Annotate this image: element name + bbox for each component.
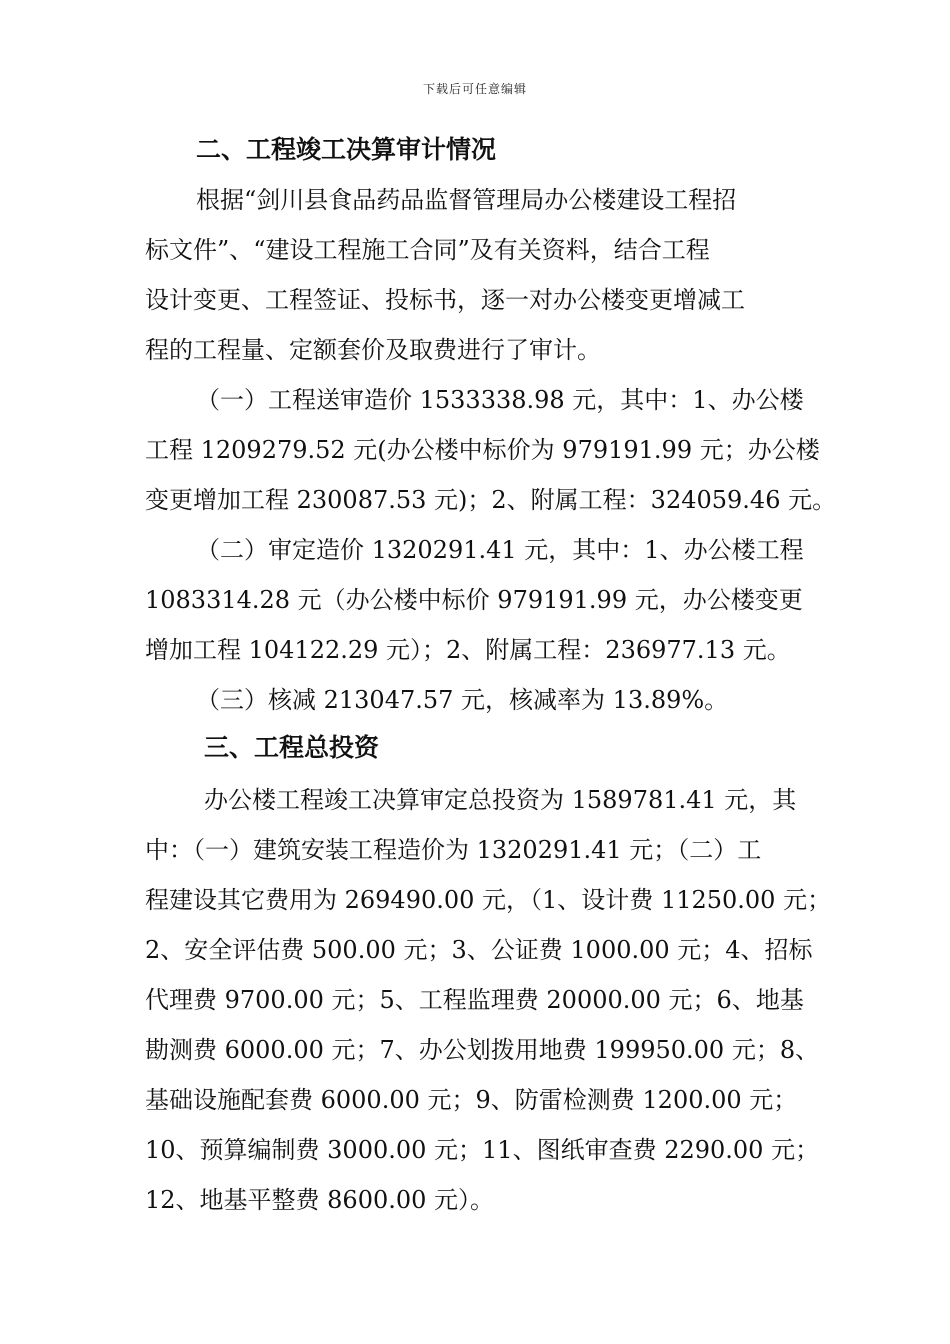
paragraph-line: 根据“剑川县食品药品监督管理局办公楼建设工程招 (196, 186, 737, 214)
audit-item-submitted-line: 变更增加工程 230087.53 元)；2、附属工程：324059.46 元。 (145, 486, 837, 514)
paragraph-line: 基础设施配套费 6000.00 元；9、防雷检测费 1200.00 元； (145, 1086, 798, 1114)
audit-item-submitted-line: 工程 1209279.52 元(办公楼中标价为 979191.99 元；办公楼 (145, 436, 820, 464)
header-note: 下载后可任意编辑 (422, 82, 527, 96)
audit-item-approved-line: （二）审定造价 1320291.41 元，其中：1、办公楼工程 (196, 536, 804, 564)
paragraph-line: 2、安全评估费 500.00 元；3、公证费 1000.00 元；4、招标 (145, 936, 813, 964)
paragraph-line: 中：（一）建筑安装工程造价为 1320291.41 元；（二）工 (145, 836, 762, 864)
paragraph-line: 勘测费 6000.00 元；7、办公划拨用地费 199950.00 元；8、 (145, 1036, 820, 1064)
paragraph-line: 设计变更、工程签证、投标书，逐一对办公楼变更增减工 (145, 286, 745, 314)
section-heading-investment: 三、工程总投资 (204, 733, 380, 762)
audit-item-submitted-line: （一）工程送审造价 1533338.98 元，其中：1、办公楼 (196, 386, 804, 414)
audit-item-reduction: （三）核减 213047.57 元，核减率为 13.89%。 (196, 686, 729, 714)
audit-item-approved-line: 1083314.28 元（办公楼中标价 979191.99 元，办公楼变更 (145, 586, 803, 614)
paragraph-line: 标文件”、“建设工程施工合同”及有关资料，结合工程 (145, 236, 710, 264)
section-heading-audit: 二、工程竣工决算审计情况 (196, 135, 497, 164)
paragraph-line: 12、地基平整费 8600.00 元）。 (145, 1186, 495, 1214)
paragraph-line: 代理费 9700.00 元；5、工程监理费 20000.00 元；6、地基 (145, 986, 804, 1014)
audit-item-approved-line: 增加工程 104122.29 元）；2、附属工程：236977.13 元。 (145, 636, 791, 664)
paragraph-line: 办公楼工程竣工决算审定总投资为 1589781.41 元，其 (204, 786, 797, 814)
paragraph-line: 程建设其它费用为 269490.00 元，（1、设计费 11250.00 元； (145, 886, 832, 914)
paragraph-line: 程的工程量、定额套价及取费进行了审计。 (145, 336, 601, 364)
paragraph-line: 10、预算编制费 3000.00 元；11、图纸审查费 2290.00 元； (145, 1136, 820, 1164)
